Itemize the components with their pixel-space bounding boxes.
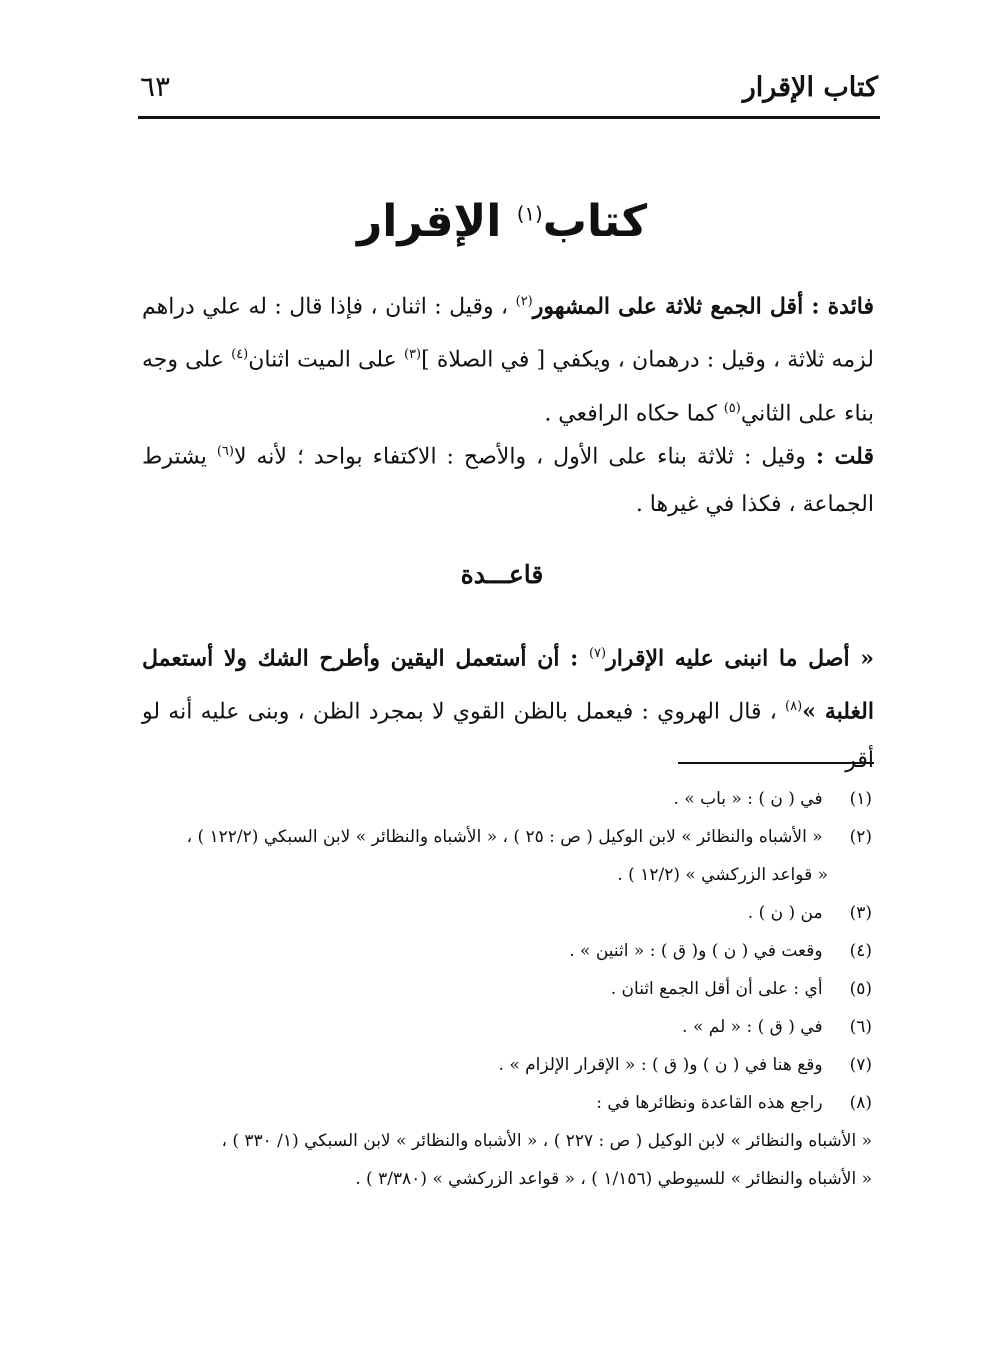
chapter-title — [0, 196, 1004, 247]
footnote-text: « الأشباه والنظائر » لابن الوكيل ( ص : ٢٥ ) ، « الأشباه والنظائر » لابن السبكي (١٢٢/٢ ) ، — [186, 827, 823, 847]
paragraph-faida — [142, 278, 874, 438]
footnote-continuation: « قواعد الزركشي » (١٢/٢ ) . — [617, 865, 828, 885]
footnote-ref-4: (٤) — [231, 347, 249, 363]
footnote-ref-7: (٧) — [588, 646, 607, 661]
faida-statement: أقل الجمع ثلاثة على المشهور — [532, 293, 812, 320]
footnote-ref-5: (٥) — [723, 400, 741, 416]
section-heading: قاعـــدة — [460, 560, 544, 589]
chapter-title-subject: الإقرار — [356, 196, 517, 247]
footnote-2 — [138, 818, 872, 894]
footnotes — [138, 780, 872, 1198]
footnote-number: (٥) — [849, 979, 872, 999]
qultu-text-a: وقيل : ثلاثة بناء على الأول ، والأصح : الاكتفاء بواحد ؛ لأنه لا — [233, 444, 816, 470]
footnote-number: (٧) — [849, 1055, 872, 1075]
faida-text-b: على الميت اثنان — [248, 347, 404, 373]
footnote-ref-1: (١) — [516, 202, 543, 226]
footnote-rule — [678, 762, 874, 764]
footnote-text: في ( ق ) : « لم » . — [682, 1017, 823, 1037]
footnote-8-line-1: « الأشباه والنظائر » لابن الوكيل ( ص : ٢٢٧ ) ، « الأشباه والنظائر » لابن السبكي (١/ ٣٣٠ ) ، — [221, 1131, 872, 1151]
footnote-3 — [138, 894, 872, 932]
footnote-1 — [138, 780, 872, 818]
running-header — [140, 64, 878, 112]
faida-label: فائدة : — [811, 293, 874, 320]
footnote-text: من ( ن ) . — [747, 903, 823, 923]
qaida-text: ، قال الهروي : فيعمل بالظن القوي لا بمجرد الظن ، وبنى عليه أنه لو أقر — [142, 699, 874, 773]
faida-text-a: ، وقيل : اثنان ، فإذا قال : له علي دراهم لزمه ثلاثة ، وقيل : درهمان ، ويكفي [ في الصلاة ] — [142, 294, 874, 373]
footnote-number: (٤) — [849, 941, 872, 961]
footnote-ref-6: (٦) — [216, 444, 234, 459]
qultu-text-b: يشترط الجماعة ، فكذا في غيرها . — [142, 444, 874, 518]
footnote-text: في ( ن ) : « باب » . — [673, 789, 823, 809]
footnote-number: (٦) — [849, 1017, 872, 1037]
footnote-number: (١) — [849, 789, 872, 809]
footnote-text: وقع هنا في ( ن ) و( ق ) : « الإقرار الإلزام » . — [498, 1055, 823, 1075]
qaida-lead-a: « أصل ما انبنى عليه الإقرار — [606, 645, 874, 672]
footnote-8 — [138, 1084, 872, 1122]
header-rule — [138, 116, 880, 119]
footnote-text: راجع هذه القاعدة ونظائرها في : — [596, 1093, 823, 1113]
running-title: كتاب الإقرار — [742, 72, 878, 103]
qaida-lead-b: : أن أستعمل اليقين وأطرح الشك ولا أستعمل الغلبة » — [142, 645, 874, 725]
footnote-5 — [138, 970, 872, 1008]
footnote-8-line-2: « الأشباه والنظائر » للسيوطي (١/١٥٦ ) ، « قواعد الزركشي » (٣/٣٨٠ ) . — [355, 1169, 872, 1189]
faida-text-c: على وجه بناء على الثاني — [142, 347, 874, 426]
footnote-number: (٨) — [849, 1093, 872, 1113]
qultu-label: قلت : — [815, 443, 874, 470]
page-number: ٦٣ — [140, 70, 171, 103]
footnote-text: وقعت في ( ن ) و( ق ) : « اثنين » . — [569, 941, 823, 961]
chapter-title-word: كتاب — [542, 196, 648, 247]
footnote-text: أي : على أن أقل الجمع اثنان . — [610, 979, 823, 999]
footnote-ref-8: (٨) — [785, 699, 803, 715]
paragraph-qultu — [142, 428, 874, 529]
footnote-number: (٣) — [849, 903, 872, 923]
faida-text-d: كما حكاه الرافعي . — [544, 400, 724, 426]
footnote-ref-3: (٣) — [403, 347, 422, 363]
footnote-ref-2: (٢) — [515, 294, 533, 309]
footnote-6 — [138, 1008, 872, 1046]
footnote-7 — [138, 1046, 872, 1084]
footnote-number: (٢) — [849, 827, 872, 847]
footnote-4 — [138, 932, 872, 970]
